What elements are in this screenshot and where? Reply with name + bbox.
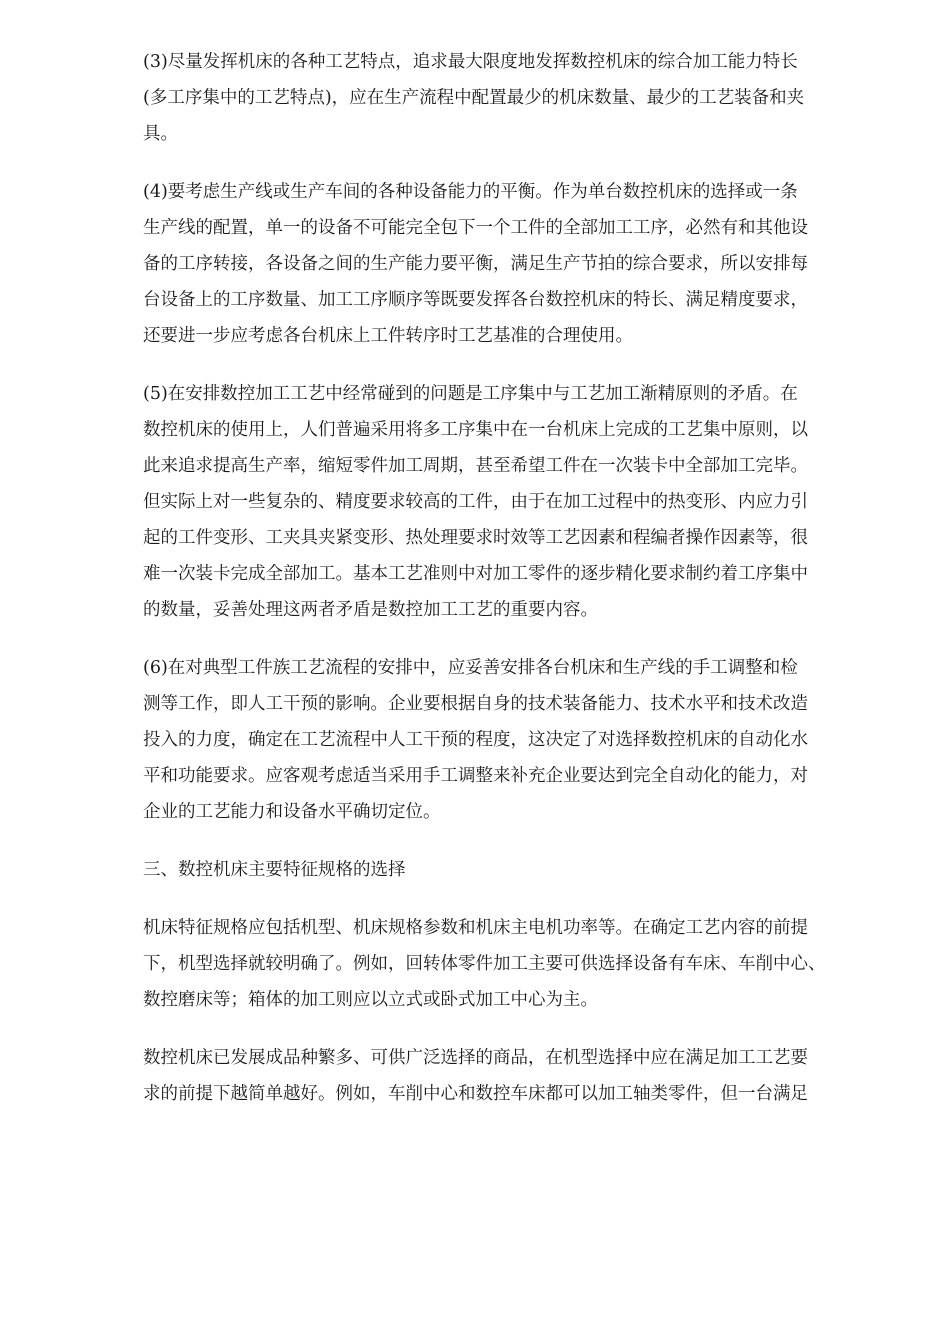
paragraph-item-5 (143, 376, 883, 628)
text-line: 企业的工艺能力和设备水平确切定位。 (143, 802, 441, 822)
text-line: 具。 (143, 124, 178, 144)
document-page (143, 44, 883, 1134)
text-line: (5)在安排数控加工工艺中经常碰到的问题是工序集中与工艺加工渐精原则的矛盾。在 (143, 384, 798, 404)
text-line: (4)要考虑生产线或生产车间的各种设备能力的平衡。作为单台数控机床的选择或一条 (143, 182, 798, 202)
text-line: 测等工作，即人工干预的影响。企业要根据自身的技术装备能力、技术水平和技术改造 (143, 694, 808, 714)
text-line: 难一次装卡完成全部加工。基本工艺准则中对加工零件的逐步精化要求制约着工序集中 (143, 564, 808, 584)
text-line: 的数量，妥善处理这两者矛盾是数控加工工艺的重要内容。 (143, 600, 598, 620)
text-line: 投入的力度，确定在工艺流程中人工干预的程度，这决定了对选择数控机床的自动化水 (143, 730, 808, 750)
text-line: 备的工序转接，各设备之间的生产能力要平衡，满足生产节拍的综合要求，所以安排每 (143, 254, 808, 274)
section-heading-text: 三、数控机床主要特征规格的选择 (143, 860, 406, 880)
paragraph-item-3 (143, 44, 883, 152)
text-line: 下，机型选择就较明确了。例如，回转体零件加工主要可供选择设备有车床、车削中心、 (143, 954, 826, 974)
text-line: 起的工件变形、工夹具夹紧变形、热处理要求时效等工艺因素和程编者操作因素等，很 (143, 528, 808, 548)
text-line: 数控磨床等；箱体的加工则应以立式或卧式加工中心为主。 (143, 990, 598, 1010)
text-line: 台设备上的工序数量、加工工序顺序等既要发挥各台数控机床的特长、满足精度要求， (143, 290, 808, 310)
text-line: (6)在对典型工件族工艺流程的安排中，应妥善安排各台机床和生产线的手工调整和检 (143, 658, 798, 678)
paragraph-spec-overview (143, 910, 883, 1018)
text-line: 生产线的配置，单一的设备不可能完全包下一个工件的全部加工工序，必然有和其他设 (143, 218, 808, 238)
text-line: 还要进一步应考虑各台机床上工件转序时工艺基准的合理使用。 (143, 326, 633, 346)
text-line: 平和功能要求。应客观考虑适当采用手工调整来补充企业要达到完全自动化的能力，对 (143, 766, 808, 786)
text-line: 但实际上对一些复杂的、精度要求较高的工件，由于在加工过程中的热变形、内应力引 (143, 492, 808, 512)
text-line: (多工序集中的工艺特点)，应在生产流程中配置最少的机床数量、最少的工艺装备和夹 (143, 88, 805, 108)
section-heading (143, 852, 883, 888)
text-line: (3)尽量发挥机床的各种工艺特点，追求最大限度地发挥数控机床的综合加工能力特长 (143, 52, 798, 72)
paragraph-machine-choice (143, 1040, 883, 1112)
text-line: 机床特征规格应包括机型、机床规格参数和机床主电机功率等。在确定工艺内容的前提 (143, 918, 808, 938)
text-line: 数控机床的使用上，人们普遍采用将多工序集中在一台机床上完成的工艺集中原则，以 (143, 420, 808, 440)
text-line: 数控机床已发展成品种繁多、可供广泛选择的商品，在机型选择中应在满足加工工艺要 (143, 1048, 808, 1068)
paragraph-item-4 (143, 174, 883, 354)
text-line: 求的前提下越简单越好。例如，车削中心和数控车床都可以加工轴类零件，但一台满足 (143, 1084, 808, 1104)
text-line: 此来追求提高生产率，缩短零件加工周期，甚至希望工件在一次装卡中全部加工完毕。 (143, 456, 808, 476)
paragraph-item-6 (143, 650, 883, 830)
